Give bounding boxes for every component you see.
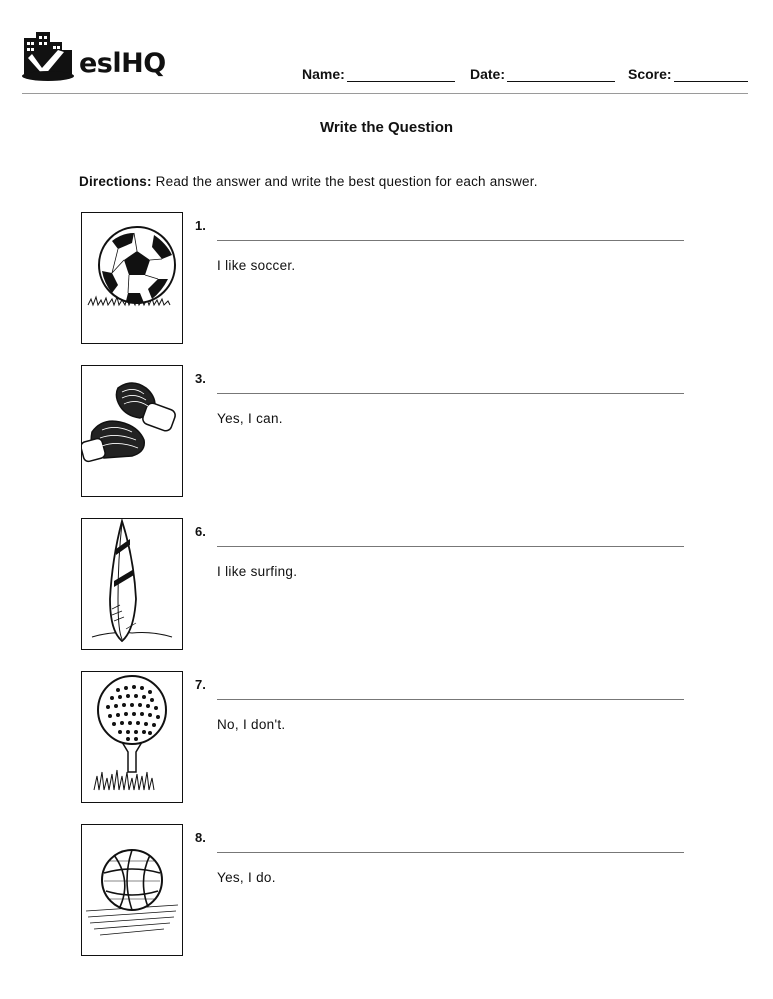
item-number: 8.: [195, 830, 206, 845]
header-divider: [22, 93, 748, 94]
item-number: 7.: [195, 677, 206, 692]
answer-text: I like soccer.: [217, 258, 296, 273]
boxing-gloves-picture: [81, 365, 183, 497]
question-item: [81, 365, 701, 497]
question-item: [81, 671, 701, 803]
name-blank[interactable]: [347, 67, 455, 82]
answer-text: Yes, I do.: [217, 870, 276, 885]
name-label: Name:: [302, 66, 345, 82]
answer-text: No, I don't.: [217, 717, 286, 732]
question-write-line[interactable]: [217, 699, 684, 700]
directions-text: Read the answer and write the best question for each answer.: [155, 174, 538, 189]
basketball-icon: [82, 825, 182, 955]
surfboard-picture: [81, 518, 183, 650]
date-blank[interactable]: [507, 67, 615, 82]
golf-ball-picture: [81, 671, 183, 803]
logo-text: eslHQ: [79, 48, 166, 79]
item-number: 1.: [195, 218, 206, 233]
score-label: Score:: [628, 66, 672, 82]
building-logo-icon: [20, 28, 80, 84]
answer-text: I like surfing.: [217, 564, 298, 579]
name-field[interactable]: [302, 66, 455, 82]
soccer-ball-picture: [81, 212, 183, 344]
answer-text: Yes, I can.: [217, 411, 283, 426]
question-write-line[interactable]: [217, 852, 684, 853]
score-field[interactable]: [628, 66, 748, 82]
item-number: 3.: [195, 371, 206, 386]
item-number: 6.: [195, 524, 206, 539]
date-label: Date:: [470, 66, 506, 82]
question-item: [81, 518, 701, 650]
boxing-gloves-icon: [82, 366, 182, 496]
directions-label: Directions:: [79, 174, 152, 189]
basketball-picture: [81, 824, 183, 956]
date-field[interactable]: [470, 66, 615, 82]
score-blank[interactable]: [674, 67, 748, 82]
directions: [79, 174, 538, 189]
golf-ball-icon: [82, 672, 182, 802]
question-item: [81, 212, 701, 344]
question-write-line[interactable]: [217, 393, 684, 394]
question-write-line[interactable]: [217, 546, 684, 547]
worksheet-title: Write the Question: [319, 119, 454, 136]
question-item: [81, 824, 701, 956]
soccer-ball-icon: [82, 213, 182, 343]
surfboard-icon: [82, 519, 182, 649]
question-write-line[interactable]: [217, 240, 684, 241]
